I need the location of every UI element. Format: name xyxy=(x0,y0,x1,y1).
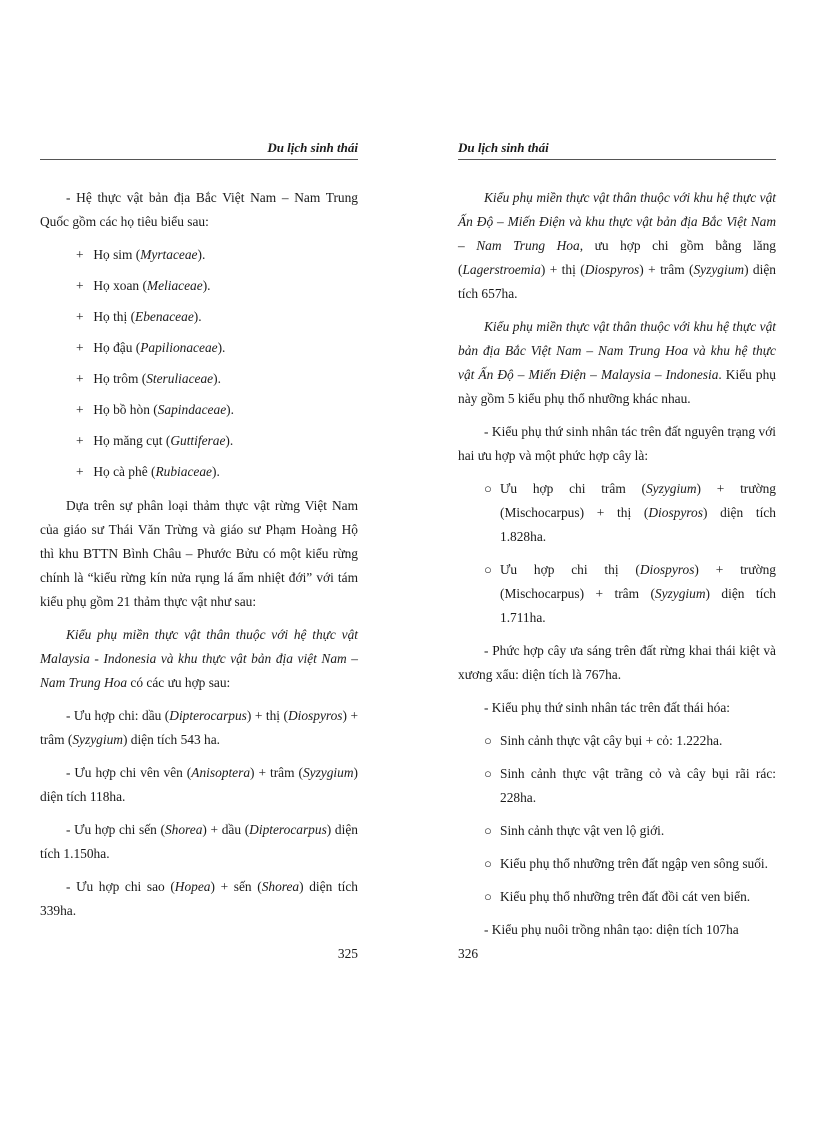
habitat-list xyxy=(458,729,776,909)
subtype-paragraph: Kiểu phụ miền thực vật thân thuộc với khu hệ thực vật Ấn Độ – Miến Điện và khu thực vật bản địa Bắc Việt Nam – Nam Trung Hoa, ưu hợp chi gồm bằng lăng (Lagerstroemia) + thị (Diospyros) + trâm (Syzygium) diện tích 657ha. xyxy=(458,190,776,301)
circle-bullet-icon: ○ xyxy=(484,481,492,496)
circle-bullet-icon: ○ xyxy=(484,766,492,781)
subtype-paragraph: Kiểu phụ miền thực vật thân thuộc với hệ thực vật Malaysia - Indonesia và khu thực vật bản địa việt Nam – Nam Trung Hoa có các ưu hợp sau: xyxy=(40,627,358,690)
list-item: + Họ xoan (Meliaceae). xyxy=(76,278,211,293)
plantation-paragraph: - Kiểu phụ nuôi trồng nhân tạo: diện tích 107ha xyxy=(484,922,739,937)
circle-bullet-icon: ○ xyxy=(484,562,492,577)
list-item: + Họ trôm (Steruliaceae). xyxy=(76,371,221,386)
list-item: ○ Kiểu phụ thổ nhưỡng trên đất ngập ven sông suối. xyxy=(458,852,776,876)
list-item: ○ Sinh cảnh thực vật trãng cỏ và cây bụi rãi rác: 228ha. xyxy=(458,762,776,810)
intro-paragraph: - Hệ thực vật bản địa Bắc Việt Nam – Nam Trung Quốc gồm các họ tiêu biểu sau: xyxy=(40,190,358,229)
complex-paragraph: - Phức hợp cây ưa sáng trên đất rừng khai thái kiệt và xương xẩu: diện tích là 767ha. xyxy=(458,643,776,682)
list-item: + Họ bồ hòn (Sapindaceae). xyxy=(76,402,234,417)
running-head: Du lịch sinh thái xyxy=(267,140,358,155)
secondary-paragraph: - Kiểu phụ thứ sinh nhân tác trên đất nguyên trạng với hai ưu hợp và một phức hợp cây là: xyxy=(458,424,776,463)
list-item: + Họ đậu (Papilionaceae). xyxy=(76,340,226,355)
running-head: Du lịch sinh thái xyxy=(458,140,549,155)
degraded-paragraph: - Kiểu phụ thứ sinh nhân tác trên đất thái hóa: xyxy=(484,700,730,715)
left-page-body xyxy=(40,186,358,932)
list-item: + Họ măng cụt (Guttiferae). xyxy=(76,433,234,448)
circle-bullet-icon: ○ xyxy=(484,889,492,904)
family-list xyxy=(40,243,358,484)
list-item: ○ Kiểu phụ thổ nhưỡng trên đất đồi cát ven biển. xyxy=(458,885,776,909)
list-item: ○ Ưu hợp chi trâm (Syzygium) + trường (Mischocarpus) + thị (Diospyros) diện tích 1.828ha. xyxy=(458,477,776,549)
page-number: 325 xyxy=(337,946,358,961)
association-3: - Ưu hợp chi sến (Shorea) + dầu (Dipterocarpus) diện tích 1.150ha. xyxy=(40,822,358,861)
circle-bullet-icon: ○ xyxy=(484,856,492,871)
association-2: - Ưu hợp chi vên vên (Anisoptera) + trâm (Syzygium) diện tích 118ha. xyxy=(40,765,358,804)
list-item: ○ Sinh cảnh thực vật cây bụi + cỏ: 1.222ha. xyxy=(458,729,776,753)
list-item: ○ Ưu hợp chi thị (Diospyros) + trường (Mischocarpus) + trâm (Syzygium) diện tích 1.711ha. xyxy=(458,558,776,630)
list-item: + Họ cà phê (Rubiaceae). xyxy=(76,464,220,479)
list-item: + Họ thị (Ebenaceae). xyxy=(76,309,202,324)
circle-bullet-icon: ○ xyxy=(484,733,492,748)
list-item: + Họ sim (Myrtaceae). xyxy=(76,247,206,262)
circle-bullet-icon: ○ xyxy=(484,823,492,838)
association-4: - Ưu hợp chi sao (Hopea) + sến (Shorea) diện tích 339ha. xyxy=(40,879,358,918)
classification-paragraph: Dựa trên sự phân loại thảm thực vật rừng Việt Nam của giáo sư Thái Văn Trừng và giáo sư Phạm Hoàng Hộ thì khu BTTN Bình Châu – Phước Bửu có một kiểu rừng chính là “kiểu rừng kín nửa rụng lá ẩm nhiệt đới” với tám kiểu phụ gồm 21 thảm thực vật như sau: xyxy=(40,498,358,609)
subtype-paragraph: Kiểu phụ miền thực vật thân thuộc với khu hệ thực vật bản địa Bắc Việt Nam – Nam Trung Hoa và khu hệ thực vật Ấn Độ – Miến Điện – Malaysia – Indonesia. Kiểu phụ này gồm 5 kiểu phụ thổ nhưỡng khác nhau. xyxy=(458,319,776,406)
association-list xyxy=(458,477,776,630)
list-item: ○ Sinh cảnh thực vật ven lộ giới. xyxy=(458,819,776,843)
header-rule xyxy=(40,159,358,160)
association-1: - Ưu hợp chi: dầu (Dipterocarpus) + thị (Diospyros) + trâm (Syzygium) diện tích 543 ha. xyxy=(40,708,359,747)
header-rule xyxy=(458,159,776,160)
page-number: 326 xyxy=(458,946,479,961)
right-page-body xyxy=(458,186,776,951)
